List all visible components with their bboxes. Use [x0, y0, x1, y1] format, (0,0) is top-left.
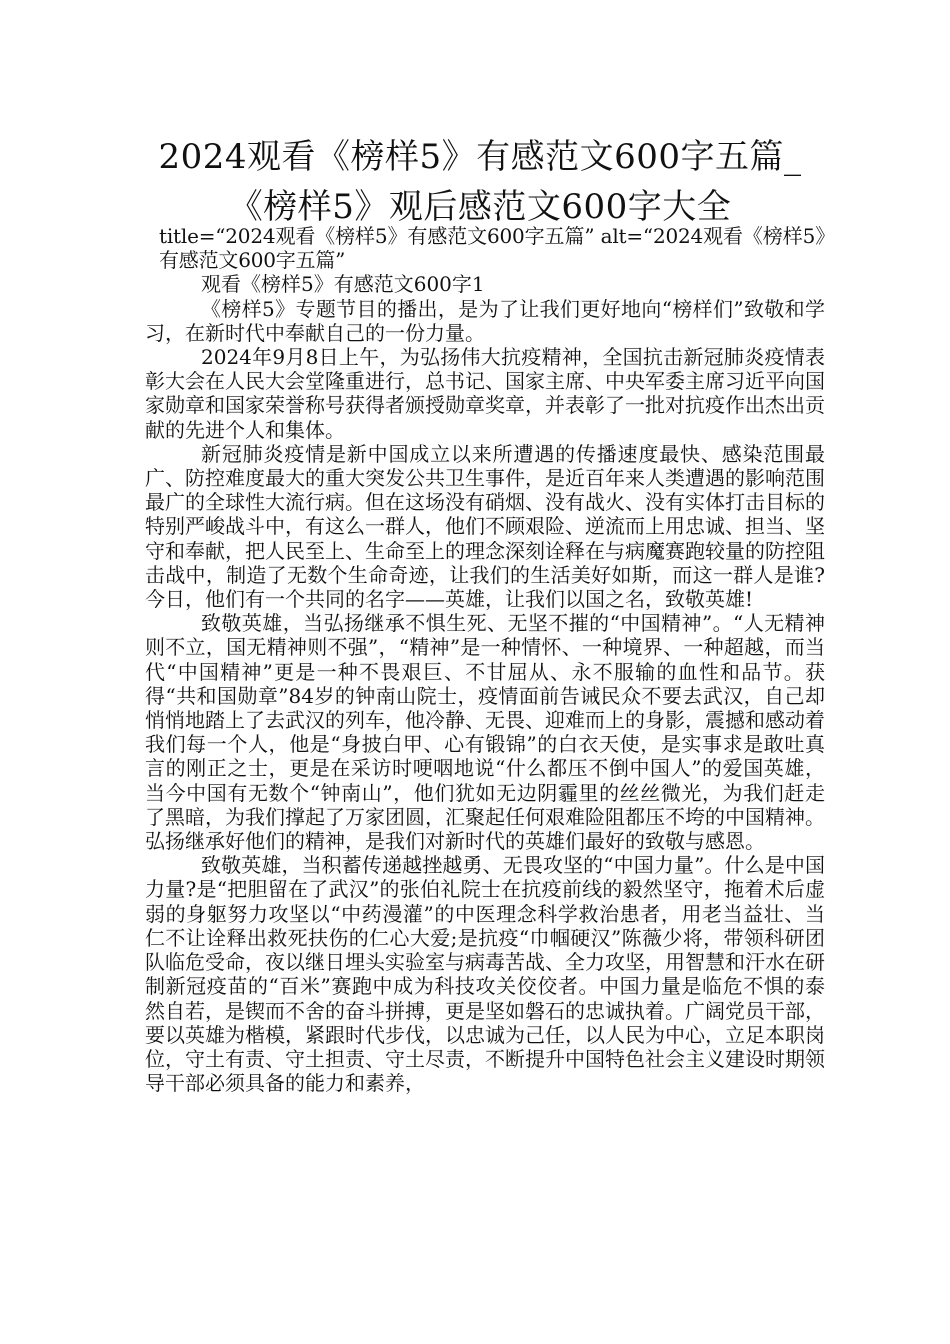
- section-heading: 观看《榜样5》有感范文600字1: [201, 272, 485, 297]
- title-line-1: 2024观看《榜样5》有感范文600字五篇_: [158, 137, 802, 177]
- paragraph: 致敬英雄，当弘扬继承不惧生死、无坚不摧的“中国精神”。“人无精神则不立，国无精神则不强”，“精神”是一种情怀、一种境界、一种超越，而当代“中国精神”更是一种不畏艰巨、不甘屈从、永不服输的血性和品节。获得“共和国勋章”84岁的钟南山院士，疫情面前告诫民众不要去武汉，自己却悄悄地踏上了去武汉的列车，他冷静、无畏、迎难而上的身影，震撼和感动着我们每一个人，他是“身披白甲、心有锻锦”的白衣天使，是实事求是敢吐真言的刚正之士，更是在采访时哽咽地说“什么都压不倒中国人”的爱国英雄，当今中国有无数个“钟南山”，他们犹如无边阴霾里的丝丝微光，为我们赶走了黑暗，为我们撑起了万家团圆，汇聚起任何艰难险阻都压不垮的中国精神。弘扬继承好他们的精神，是我们对新时代的英雄们最好的致敬与感恩。: [145, 611, 825, 854]
- image-meta-line: title=“2024观看《榜样5》有感范文600字五篇” alt=“2024观看《榜样5》有感范文600字五篇”: [159, 224, 825, 273]
- title-line-2: 《榜样5》观后感范文600字大全: [228, 187, 732, 227]
- paragraph: 致敬英雄，当积蓄传递越挫越勇、无畏攻坚的“中国力量”。什么是中国力量?是“把胆留在了武汉”的张伯礼院士在抗疫前线的毅然坚守，拖着术后虚弱的身躯努力攻坚以“中药漫灌”的中医理念科学救治患者，用老当益壮、当仁不让诠释出救死扶伤的仁心大爱;是抗疫“巾帼硬汉”陈薇少将，带领科研团队临危受命，夜以继日埋头实验室与病毒苦战、全力攻坚，用智慧和汗水在研制新冠疫苗的“百米”赛跑中成为科技攻关佼佼者。中国力量是临危不惧的泰然自若，是锲而不舍的奋斗拼搏，更是坚如磐石的忠诚执着。广阔党员干部，要以英雄为楷模，紧跟时代步伐，以忠诚为己任，以人民为中心，立足本职岗位，守土有责、守土担责、守土尽责，不断提升中国特色社会主义建设时期领导干部必须具备的能力和素养，: [145, 853, 825, 1096]
- paragraph: 新冠肺炎疫情是新中国成立以来所遭遇的传播速度最快、感染范围最广、防控难度最大的重大突发公共卫生事件，是近百年来人类遭遇的影响范围最广的全球性大流行病。但在这场没有硝烟、没有战火、没有实体打击目标的特别严峻战斗中，有这么一群人，他们不顾艰险、逆流而上用忠诚、担当、坚守和奉献，把人民至上、生命至上的理念深刻诠释在与病魔赛跑较量的防控阻击战中，制造了无数个生命奇迹，让我们的生活美好如斯，而这一群人是谁?今日，他们有一个共同的名字——英雄，让我们以国之名，致敬英雄!: [145, 441, 825, 612]
- document-body: [145, 224, 825, 1095]
- paragraph: 《榜样5》专题节目的播出，是为了让我们更好地向“榜样们”致敬和学习，在新时代中奉献自己的一份力量。: [145, 296, 825, 345]
- document-title: [120, 132, 840, 232]
- paragraph: 2024年9月8日上午，为弘扬伟大抗疫精神，全国抗击新冠肺炎疫情表彰大会在人民大会堂隆重进行，总书记、国家主席、中央军委主席习近平向国家勋章和国家荣誉称号获得者颁授勋章奖章，并表彰了一批对抗疫作出杰出贡献的先进个人和集体。: [145, 345, 825, 442]
